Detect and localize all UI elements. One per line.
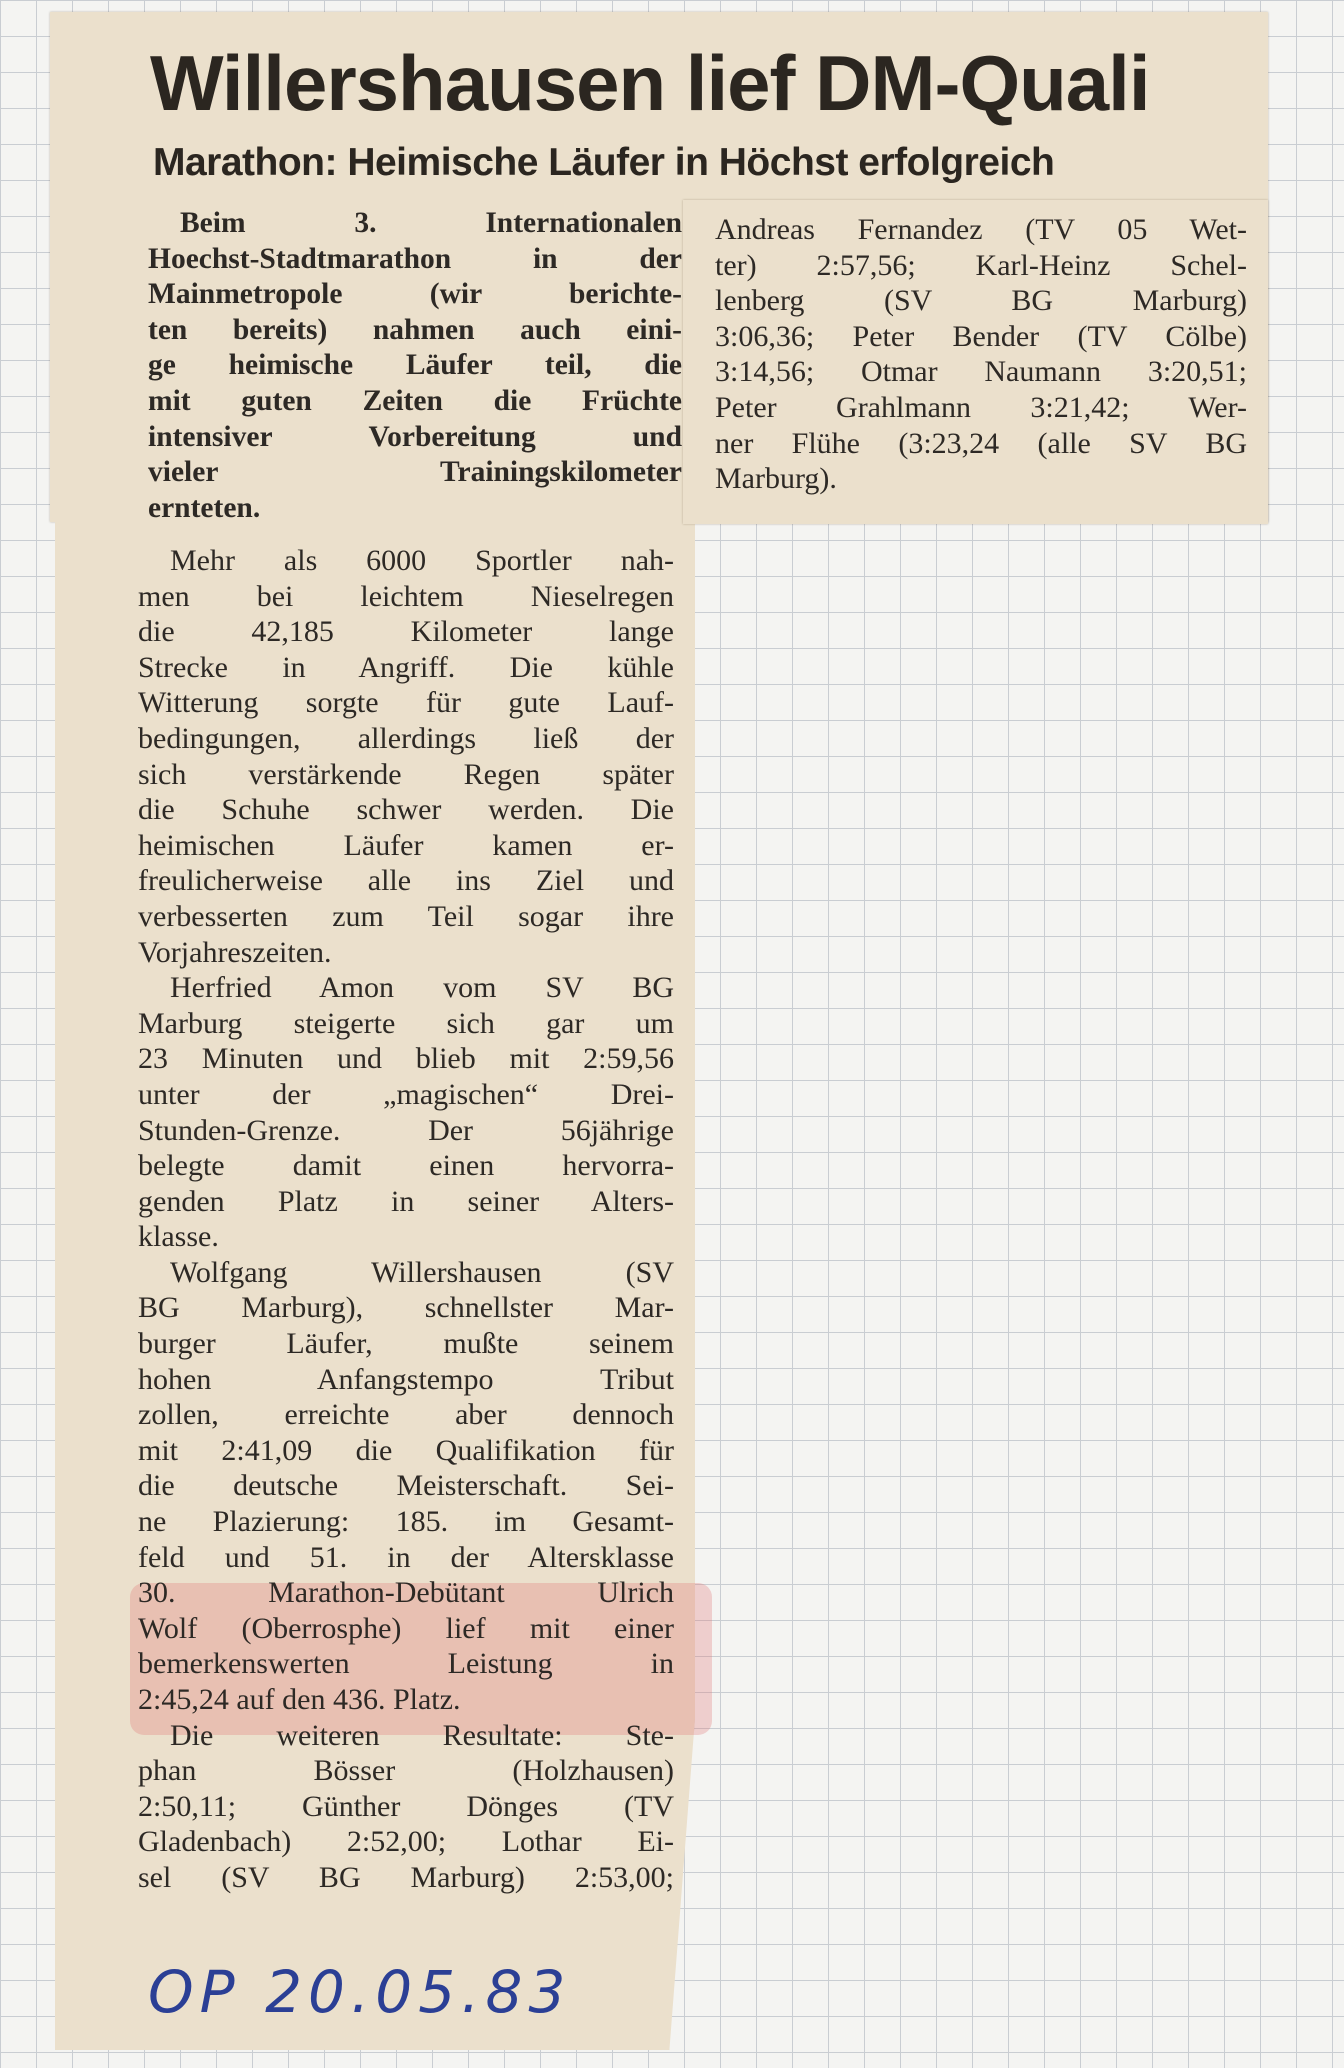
article-line: men bei leichtem Nieselregen <box>138 579 674 613</box>
subheadline: Marathon: Heimische Läufer in Höchst erfolgreich <box>153 141 1055 184</box>
article-line: ten bereits) nahmen auch eini- <box>148 313 682 346</box>
article-line: Die weiteren Resultate: Ste- <box>170 1718 674 1752</box>
article-line: Wolfgang Willershausen (SV <box>170 1255 674 1289</box>
article-line: ernteten. <box>148 491 261 524</box>
article-line: 3:14,56; Otmar Naumann 3:20,51; <box>715 355 1247 389</box>
article-line: heimischen Läufer kamen er- <box>138 828 674 862</box>
article-line: feld und 51. in der Altersklasse <box>138 1540 674 1574</box>
article-line: phan Bösser (Holzhausen) <box>138 1754 674 1788</box>
article-line: BG Marburg), schnellster Mar- <box>138 1291 674 1325</box>
article-line: Marburg). <box>715 462 837 496</box>
handwritten-date-note: OP 20.05.83 <box>148 1958 572 2026</box>
article-line: Herfried Amon vom SV BG <box>170 971 674 1005</box>
article-line: lenberg (SV BG Marburg) <box>715 284 1247 318</box>
article-line: vieler Trainingskilometer <box>148 456 682 489</box>
article-line: unter der „magischen“ Drei- <box>138 1077 674 1111</box>
article-line: 2:50,11; Günther Dönges (TV <box>138 1789 674 1823</box>
article-line: Witterung sorgte für gute Lauf- <box>138 686 674 720</box>
article-line: Vorjahreszeiten. <box>138 935 332 969</box>
article-line: belegte damit einen hervorra- <box>138 1149 674 1183</box>
paragraph-conditions <box>138 543 674 970</box>
article-line: die Schuhe schwer werden. Die <box>138 793 674 827</box>
article-line: Hoechst-Stadtmarathon in der <box>148 242 682 275</box>
article-line: Peter Grahlmann 3:21,42; Wer- <box>715 390 1247 424</box>
article-line: Beim 3. Internationalen <box>180 207 682 239</box>
article-line: die 42,185 Kilometer lange <box>138 615 674 649</box>
article-line: intensiver Vorbereitung und <box>148 420 682 453</box>
article-body-left <box>138 543 674 1896</box>
article-line: hohen Anfangstempo Tribut <box>138 1362 674 1396</box>
paragraph-willershausen <box>138 1255 674 1718</box>
article-line: ne Plazierung: 185. im Gesamt- <box>138 1505 674 1539</box>
article-line: ge heimische Läufer teil, die <box>148 349 682 382</box>
article-line: genden Platz in seiner Alters- <box>138 1184 674 1218</box>
article-line: 3:06,36; Peter Bender (TV Cölbe) <box>715 319 1247 353</box>
article-line: Marburg steigerte sich gar um <box>138 1006 674 1040</box>
paragraph-amon <box>138 970 674 1255</box>
article-line: sel (SV BG Marburg) 2:53,00; <box>138 1860 674 1894</box>
article-line: 2:45,24 auf den 436. Platz. <box>138 1683 461 1716</box>
article-line: verbesserten zum Teil sogar ihre <box>138 899 674 933</box>
article-line: Andreas Fernandez (TV 05 Wet- <box>715 213 1247 246</box>
article-line: burger Läufer, mußte seinem <box>138 1327 674 1361</box>
headline: Willershausen lief DM-Quali <box>150 39 1150 127</box>
article-line: zollen, erreichte aber dennoch <box>138 1398 674 1432</box>
article-line: sich verstärkende Regen später <box>138 757 674 791</box>
article-line: Mehr als 6000 Sportler nah- <box>170 544 674 577</box>
article-line: ter) 2:57,56; Karl-Heinz Schel- <box>715 248 1247 282</box>
article-line: Mainmetropole (wir berichte- <box>148 278 682 311</box>
article-line: mit 2:41,09 die Qualifikation für <box>138 1433 674 1467</box>
lead-paragraph <box>148 206 682 526</box>
article-line: 30. Marathon-Debütant Ulrich <box>138 1576 674 1610</box>
article-line: klasse. <box>138 1220 219 1254</box>
article-line: Wolf (Oberrosphe) lief mit einer <box>138 1611 674 1645</box>
article-line: Gladenbach) 2:52,00; Lothar Ei- <box>138 1825 674 1859</box>
article-line: Strecke in Angriff. Die kühle <box>138 650 674 684</box>
article-line: bemerkenswerten Leistung in <box>138 1647 674 1681</box>
article-line: mit guten Zeiten die Früchte <box>148 384 682 417</box>
article-line: bedingungen, allerdings ließ der <box>138 721 674 755</box>
article-line: die deutsche Meisterschaft. Sei- <box>138 1469 674 1503</box>
paragraph-results <box>138 1718 674 1896</box>
article-body-right <box>715 212 1247 497</box>
article-line: Stunden-Grenze. Der 56jährige <box>138 1113 674 1147</box>
article-line: 23 Minuten und blieb mit 2:59,56 <box>138 1042 674 1076</box>
article-line: ner Flühe (3:23,24 (alle SV BG <box>715 426 1247 460</box>
article-line: freulicherweise alle ins Ziel und <box>138 864 674 898</box>
